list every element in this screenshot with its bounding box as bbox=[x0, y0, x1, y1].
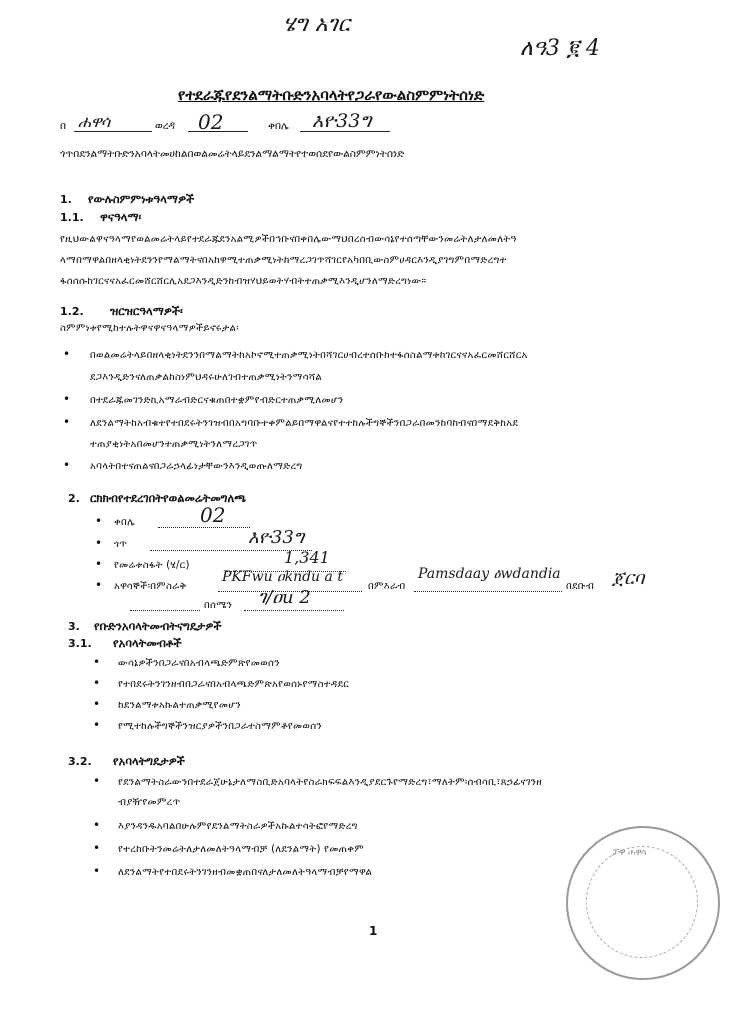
bullet-dot: • bbox=[93, 841, 101, 855]
bullet-dot: • bbox=[95, 578, 103, 592]
list-item: በተደራጁመገንድኪአማራብድርናቁጠበተቋምየብድርተጠቃሚለመሆን bbox=[90, 395, 344, 406]
bullet-dot: • bbox=[95, 514, 103, 528]
boundary-east-value: PKFwu ዐkndu a t bbox=[222, 569, 343, 585]
list-item: በወልመሬትላይበዘላቂነትደንንበማልማትከአኮኖሚተጠቃሚነትበሻገርሀብረተሰቡከተፋሰስልማቱከገርናናአፈርመሸርሸርአ bbox=[90, 350, 528, 361]
bullet-dot: • bbox=[93, 718, 101, 732]
list-item: ለደንልማትየተበደሩትንገንዘብመቋጠበናለታለመለትዓላማብቻየማዋል bbox=[118, 867, 373, 878]
boundary-east-label: አዋሳኞች፡በምስራቅ bbox=[114, 581, 187, 592]
intro-city-blank bbox=[74, 131, 152, 132]
stamp-text: ፓዋ ሐዋሳ bbox=[612, 848, 647, 858]
section3-number: 3. bbox=[68, 620, 80, 633]
land-field-label: ጎጥ bbox=[114, 539, 128, 550]
section1-1-line: ላማበማዋልበዘላቂነትደንንየማልማትናበአከዋሚተጠቃሚነትከማረጋገጥሻገርየአካበቢውስምሀዳርእንዲያገግምበማድረግተ bbox=[60, 255, 507, 266]
bullet-dot: • bbox=[63, 415, 71, 429]
stamp-inner-ring bbox=[586, 846, 698, 958]
list-item: እያንዳንዱአባልበሁሉምየደንልማትስራዎችአኩልተሳትፎየማድረግ bbox=[118, 821, 358, 832]
boundary-north-value: ገ/ዐu 2 bbox=[258, 587, 311, 608]
list-item: ተጠያቂነትአበመሆንተጠቃሚነትንለማረጋገጥ bbox=[90, 439, 258, 450]
list-item: የተረከቡትንመሬትለታለመለትዓላማብቻ (ለደንልማት) የመጠቀም bbox=[118, 844, 365, 855]
bullet-dot: • bbox=[63, 392, 71, 406]
field-blank bbox=[244, 610, 344, 611]
page-number: 1 bbox=[369, 924, 378, 938]
bullet-dot: • bbox=[93, 655, 101, 669]
intro-prefix: በ bbox=[60, 120, 67, 132]
document-title: የተደራጁየደንልማትቡድንአባላትየጋራየውልስምምነትሰነድ bbox=[178, 86, 485, 104]
land-field-label: ቀበሌ bbox=[114, 517, 135, 528]
list-item: ውሳኔዎችንበጋራናበአብላጫድምጽየመወሰን bbox=[118, 658, 280, 669]
intro-woreda-blank bbox=[188, 131, 248, 132]
bullet-dot: • bbox=[63, 347, 71, 361]
list-item: የሚተከሉችግኞችንዝርያዎችንበጋራተስማምቶየመወሰን bbox=[118, 721, 322, 732]
section1-2-heading: ዝርዝርዓላማዎች፡ bbox=[110, 304, 183, 318]
field-blank bbox=[158, 527, 250, 528]
field-blank bbox=[130, 610, 200, 611]
intro-city-hand: ሐዋሳ bbox=[78, 112, 111, 131]
official-stamp bbox=[566, 826, 720, 980]
section2-number: 2. bbox=[68, 492, 80, 505]
land-field-label: የመሬቱስፋት (ሄ/ር) bbox=[114, 560, 190, 571]
bullet-dot: • bbox=[93, 818, 101, 832]
bullet-dot: • bbox=[95, 557, 103, 571]
section3-2-heading: የአባላትግዴታዎች bbox=[113, 754, 185, 768]
list-item: የተበደሩትንገንዘብበጋራናበአብላጫድምጽአየወሰኑየማስተዳደር bbox=[118, 679, 350, 690]
list-item: የደንልማትስራውንበተደራጀሁኔታለማስቢድአባላትየስራክፍፍልእንዲያደርጉየማድረግ፣ማለትም፡ሰብሳቢ፣ጸኃፊናገንዘ bbox=[118, 777, 543, 788]
field-blank bbox=[414, 591, 562, 592]
intro-woreda-value: 02 bbox=[198, 110, 224, 134]
section3-heading: የቡድንአባላትመብትናግዴታዎች bbox=[94, 619, 222, 633]
intro-line2: ጎጥበደንልማትቡድንአባላትመሀከልበወልመሬትላይደንልማልማትየተወሰደየውልስምምነትሰነድ bbox=[60, 148, 405, 160]
intro-kebele-label: ቀበሌ bbox=[268, 120, 289, 132]
intro-kebele-value: እዮ33ግ bbox=[312, 110, 372, 132]
boundary-west-value: Pamsdaay ዕwdandia bbox=[418, 566, 561, 582]
section1-number: 1. bbox=[60, 193, 72, 206]
bullet-dot: • bbox=[93, 697, 101, 711]
list-item: አባላትበተናጠልናበጋራኃላፊነታቸውንእንዲወጡለማድረግ bbox=[90, 461, 303, 472]
boundary-west-label: በምእራብ bbox=[368, 581, 406, 592]
top-right-handwriting: ለዓ3 ፪ 4 bbox=[520, 36, 600, 61]
bullet-dot: • bbox=[93, 774, 101, 788]
section1-1-line: የዚህውልዋናዓላማየወልመሬትላይየተደራጁደንአልሚዎችበኅቡናበቀበሌውማህበረሰብውሳኔየተሰጣቸውንመሬትለታለመለትዓ bbox=[60, 234, 517, 245]
boundary-south-label: በደቡብ bbox=[566, 581, 595, 592]
section3-1-heading: የአባላትመብቶች bbox=[113, 636, 182, 650]
section3-2-number: 3.2. bbox=[68, 755, 92, 768]
section2-heading: ርክክብየተደረገበትየወልመሬትመግለጫ bbox=[90, 491, 247, 505]
section1-1-line: ፋሰሰሱከገርናናአፈርመሸርሸርሊአደጋእንዲድንከብዝሃህይወትሃብትተጠቃሚእንዲሆንለማድረግነው። bbox=[60, 276, 427, 287]
section1-1-heading: ዋናዓላማ፡ bbox=[100, 210, 142, 224]
boundary-south-value: ጀርባ bbox=[612, 568, 645, 589]
land-field-value: 02 bbox=[200, 503, 226, 527]
bullet-dot: • bbox=[93, 676, 101, 690]
boundary-north-label: በሰሜን bbox=[204, 600, 233, 611]
list-item: ብያዥየመምረጥ bbox=[118, 797, 181, 808]
bullet-dot: • bbox=[63, 458, 71, 472]
land-field-value: እዮ33ግ bbox=[248, 527, 305, 548]
bullet-dot: • bbox=[93, 864, 101, 878]
list-item: ለደንልማትከአብቁተየተበደሩትንገዝብበአግባቡተቀምልይበማዋልናየተተከሉችግኞችንበጋራበመንከባከብናበማደቅከአደ bbox=[90, 418, 519, 429]
top-handwriting: ሄግ አገር bbox=[283, 12, 350, 37]
section3-1-number: 3.1. bbox=[68, 637, 92, 650]
section1-1-number: 1.1. bbox=[60, 211, 84, 224]
section1-2-intro: ስምምነቱየሚከተሉትዋናዋናዓላማዎችይኖሩታል፡ bbox=[60, 323, 239, 334]
land-field-value: 1,341 bbox=[284, 548, 330, 567]
intro-kebele-blank bbox=[300, 131, 390, 132]
bullet-dot: • bbox=[95, 536, 103, 550]
section1-heading: የውሉስምምነቱዓላማዎች bbox=[88, 192, 195, 206]
list-item: ከደንልማቱአኩልተጠቃሚየመሆን bbox=[118, 700, 241, 711]
section1-2-number: 1.2. bbox=[60, 305, 84, 318]
list-item: ደጋእንዲድንናለጠቃልከስነምህዳሩሁለገብተጠቃሚነትንማሳሻል bbox=[90, 372, 323, 383]
intro-woreda-label: ወረዳ bbox=[155, 120, 175, 132]
